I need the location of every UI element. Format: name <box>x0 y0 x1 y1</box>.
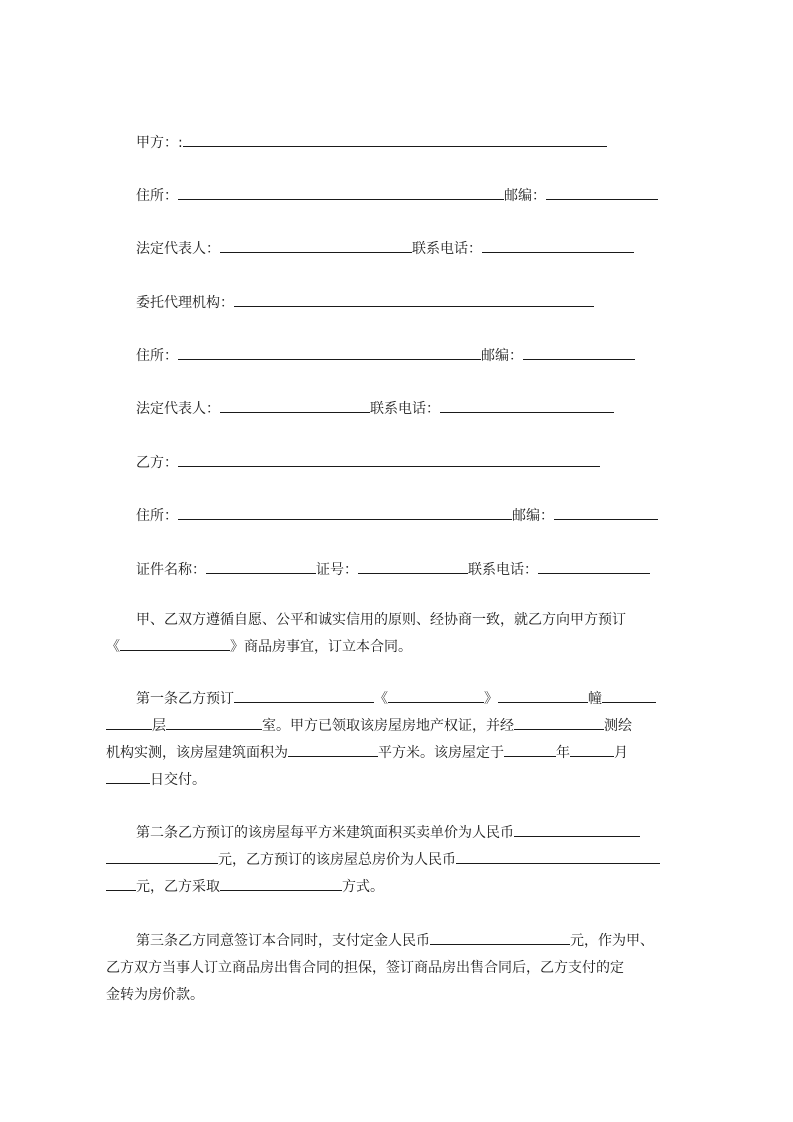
article-1-t7: 测绘 <box>604 718 632 734</box>
party-a-row <box>136 132 607 152</box>
article-1-t6: 室。甲方已领取该房屋房地产权证，并经 <box>262 718 514 734</box>
article-1-location-blank[interactable] <box>234 688 374 703</box>
party-b-postcode-label: 邮编： <box>512 508 554 524</box>
agent-row <box>136 292 594 312</box>
agent-label: 委托代理机构： <box>136 295 234 311</box>
article-1-t2: 《 <box>374 691 388 707</box>
party-b-address-label: 住所： <box>136 508 178 524</box>
article-3-line-1: 第三条乙方同意签订本合同时，支付定金人民币 <box>136 933 430 949</box>
party-b-phone-blank[interactable] <box>538 559 650 574</box>
article-2-payment-method-blank[interactable] <box>220 876 342 891</box>
article-1-t11: 月 <box>614 745 628 761</box>
party-b-id-no-blank[interactable] <box>358 559 468 574</box>
article-2-t4: 方式。 <box>342 879 384 895</box>
party-a-blank[interactable] <box>183 132 607 147</box>
party-b-address-blank[interactable] <box>178 505 512 520</box>
intro-project-blank[interactable] <box>120 636 230 651</box>
party-a-address-label: 住所： <box>136 188 178 204</box>
party-b-row <box>136 452 600 472</box>
party-b-blank[interactable] <box>178 452 600 467</box>
agent-postcode-blank[interactable] <box>523 345 635 360</box>
party-b-address-row <box>136 505 658 525</box>
article-3-line-2: 乙方双方当事人订立商品房出售合同的担保，签订商品房出售合同后，乙方支付的定 <box>106 960 624 976</box>
article-2 <box>106 820 706 901</box>
article-1-building-blank[interactable] <box>498 688 588 703</box>
article-1-surveyor-blank[interactable] <box>514 715 604 730</box>
agent-address-label: 住所： <box>136 348 178 364</box>
party-a-rep-blank[interactable] <box>220 238 412 253</box>
party-a-rep-label: 法定代表人： <box>136 241 220 257</box>
article-1-project-blank[interactable] <box>388 688 484 703</box>
intro-line-1: 甲、乙双方遵循自愿、公平和诚实信用的原则、经协商一致，就乙方向甲方预订 <box>136 612 626 628</box>
article-1-floor-blank[interactable] <box>106 715 152 730</box>
agent-phone-label: 联系电话： <box>370 401 440 417</box>
article-1-t1: 第一条乙方预订 <box>136 691 234 707</box>
article-2-unit-price-blank-1[interactable] <box>514 822 640 837</box>
agent-address-row <box>136 345 635 365</box>
party-a-postcode-label: 邮编： <box>504 188 546 204</box>
party-a-phone-blank[interactable] <box>482 238 634 253</box>
party-a-phone-label: 联系电话： <box>412 241 482 257</box>
agent-blank[interactable] <box>234 292 594 307</box>
article-1 <box>106 686 706 794</box>
intro-paragraph <box>106 607 706 661</box>
agent-rep-row <box>136 398 614 418</box>
article-1-t4: 幢 <box>588 691 602 707</box>
article-1-month-blank[interactable] <box>570 742 614 757</box>
party-b-id-no-label: 证号： <box>316 562 358 578</box>
article-2-t3: 元，乙方采取 <box>136 879 220 895</box>
party-a-label: 甲方：: <box>136 135 183 151</box>
article-1-unit-blank[interactable] <box>602 688 656 703</box>
article-1-t9: 平方米。该房屋定于 <box>378 745 504 761</box>
article-1-day-blank[interactable] <box>106 769 150 784</box>
article-2-unit-price-blank-2[interactable] <box>106 849 218 864</box>
party-b-postcode-blank[interactable] <box>554 505 658 520</box>
article-1-t5: 层 <box>152 718 166 734</box>
party-b-id-name-blank[interactable] <box>206 559 316 574</box>
article-2-t1: 第二条乙方预订的该房屋每平方米建筑面积买卖单价为人民币 <box>136 825 514 841</box>
article-2-total-price-blank-1[interactable] <box>456 849 660 864</box>
article-1-t3: 》 <box>484 691 498 707</box>
party-b-label: 乙方： <box>136 455 178 471</box>
agent-address-blank[interactable] <box>178 345 481 360</box>
party-a-address-blank[interactable] <box>178 185 504 200</box>
article-3-deposit-blank[interactable] <box>430 930 570 945</box>
article-3 <box>106 928 706 1009</box>
agent-postcode-label: 邮编： <box>481 348 523 364</box>
article-1-area-blank[interactable] <box>288 742 378 757</box>
article-2-t2: 元，乙方预订的该房屋总房价为人民币 <box>218 852 456 868</box>
intro-open-bracket: 《 <box>106 639 120 655</box>
article-3-line-1-end: 元，作为甲、 <box>570 933 654 949</box>
article-1-t10: 年 <box>556 745 570 761</box>
party-b-id-name-label: 证件名称： <box>136 562 206 578</box>
agent-rep-blank[interactable] <box>220 398 370 413</box>
party-a-address-row <box>136 185 658 205</box>
agent-phone-blank[interactable] <box>440 398 614 413</box>
article-2-total-price-blank-2[interactable] <box>106 876 136 891</box>
article-1-year-blank[interactable] <box>504 742 556 757</box>
party-b-id-row <box>136 559 650 579</box>
article-3-line-3: 金转为房价款。 <box>106 987 204 1003</box>
intro-line-2: 》商品房事宜，订立本合同。 <box>230 639 412 655</box>
party-a-rep-row <box>136 238 634 258</box>
agent-rep-label: 法定代表人： <box>136 401 220 417</box>
party-b-phone-label: 联系电话： <box>468 562 538 578</box>
article-1-t12: 日交付。 <box>150 772 206 788</box>
article-1-t8: 机构实测，该房屋建筑面积为 <box>106 745 288 761</box>
article-1-room-blank[interactable] <box>166 715 262 730</box>
party-a-postcode-blank[interactable] <box>546 185 658 200</box>
